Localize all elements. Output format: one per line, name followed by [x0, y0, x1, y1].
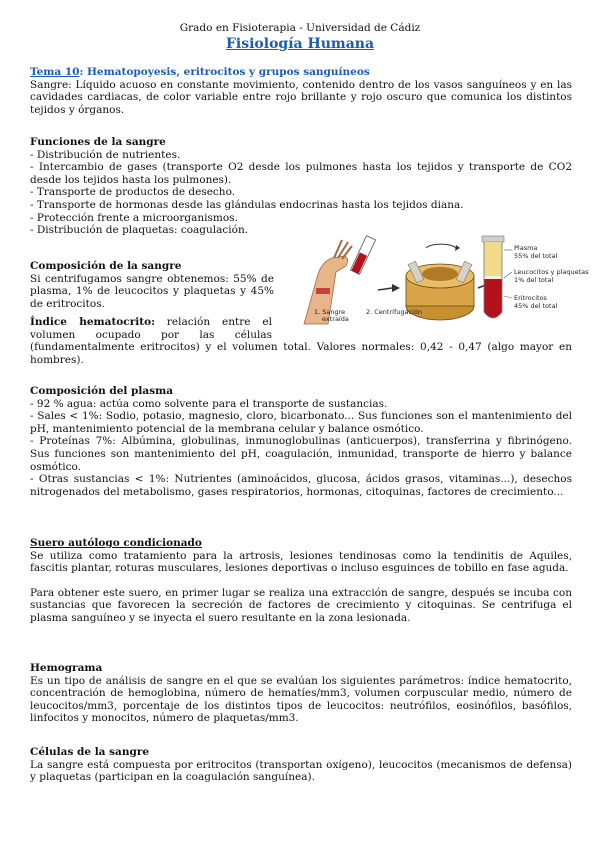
plasma-heading: Composición del plasma — [30, 385, 174, 397]
intro-text: Sangre: Líquido acuoso en constante movimiento, contenido dentro de los vasos sanguíneos y en las cavidades cardiacas, de color variable entre rojo brillante y rojo oscuro que comunica los distintos tejidos y órganos. — [30, 78, 572, 116]
buffy-layer — [484, 276, 502, 279]
list-item: - Intercambio de gases (transporte O2 desde los pulmones hasta los tejidos y transporte de CO2 desde los tejidos hasta los pulmones). — [30, 161, 572, 186]
list-item: - Distribución de nutrientes. — [30, 148, 181, 161]
eritro-label: Eritrocitos — [514, 294, 547, 302]
list-item: - Proteínas 7%: Albúmina, globulinas, inmunoglobulinas (anticuerpos), transferrina y fibrinógeno. Sus funciones son mantenimiento del pH, coagulación, inmunidad, transporte de hierro y balance osmótico. — [30, 435, 572, 473]
plasma-pct: 55% del total — [514, 252, 558, 260]
list-item: - Otras sustancias < 1%: Nutrientes (aminoácidos, glucosa, ácidos grasos, vitaminas...), desechos nitrogenados del metabolismo, gases respiratorios, hormonas, citoquinas, factores de crecimiento... — [30, 473, 572, 498]
tema-title: : Hematopoyesis, eritrocitos y grupos sanguíneos — [79, 66, 370, 78]
celulas-heading: Células de la sangre — [30, 746, 150, 758]
hemograma-heading: Hemograma — [30, 662, 103, 674]
list-item: - 92 % agua: actúa como solvente para el transporte de sustancias. — [30, 397, 388, 410]
suero-heading: Suero autólogo condicionado — [30, 537, 202, 549]
hematocrito-label: Índice hematocrito: — [30, 316, 155, 328]
suero-p1: Se utiliza como tratamiento para la artrosis, lesiones tendinosas como la tendinitis de Aquiles, fascitis plantar, roturas musculares, lesiones deportivas o incluso esguinces de tobillo en fase aguda. — [30, 549, 572, 575]
composicion-sangre-heading: Composición de la sangre — [30, 260, 182, 272]
list-item: - Distribución de plaquetas: coagulación. — [30, 224, 249, 237]
suero-p2: Para obtener este suero, en primer lugar se realiza una extracción de sangre, después se incuba con sustancias que favorecen la secreción de factores de crecimiento y citoquinas. Se centrifuga el plasma sanguíneo y se inyecta el suero resultante en la zona lesionada. — [30, 586, 572, 624]
centrifugation-figure — [300, 228, 590, 330]
hemograma-text: Es un tipo de análisis de sangre en el que se evalúan los siguientes parámetros: índice hematocrito, concentración de hemoglobina, número de hematíes/mm3, volumen corpuscular medio, número de leucocitos/mm3, porcentaje de los distintos tipos de leucocitos: neutrófilos, eosinófilos, basófilos, linfocitos y monocitos, número de plaquetas/mm3. — [30, 674, 572, 725]
list-item: - Sales < 1%: Sodio, potasio, magnesio, cloro, bicarbonato... Sus funciones son el mantenimiento del pH, mantenimiento potencial de la membrana celular y balance osmótico. — [30, 410, 572, 435]
composicion-sangre-text: Si centrifugamos sangre obtenemos: 55% de plasma, 1% de leucocitos y plaquetas y 45% de eritrocitos. — [30, 272, 274, 310]
eritro-pct: 45% del total — [514, 302, 558, 310]
plasma-label: Plasma — [514, 244, 538, 252]
intro-section — [30, 66, 572, 116]
university-header: Grado en Fisioterapia - Universidad de Cádiz — [179, 22, 421, 34]
celulas-section — [30, 746, 572, 784]
step1b-label: extraída — [322, 315, 349, 323]
list-item: - Transporte de hormonas desde las glándulas endocrinas hasta los tejidos diana. — [30, 198, 464, 211]
list-item: - Protección frente a microorganismos. — [30, 211, 238, 224]
funciones-heading: Funciones de la sangre — [30, 136, 166, 148]
syringe-illustration — [350, 236, 400, 292]
step1-label: 1. Sangre — [314, 308, 346, 316]
funciones-section — [30, 136, 572, 237]
erythrocyte-layer — [484, 279, 502, 318]
plasma-layer — [484, 242, 502, 276]
step2-label: 2. Centrifugación — [366, 308, 422, 316]
suero-section — [30, 537, 572, 625]
leuco-label: Leucocitos y plaquetas — [514, 268, 589, 276]
hematocrito-text: relación entre el volumen ocupado por las células (fundamentalmente eritrocitos) y el volumen total. Valores normales: 0,42 - 0,47 (algo mayor en hombres). — [30, 316, 572, 366]
tema-number: Tema 10 — [30, 66, 80, 78]
subject-title: Fisiología Humana — [225, 36, 375, 52]
hemograma-section — [30, 662, 572, 725]
celulas-text: La sangre está compuesta por eritrocitos (transportan oxígeno), leucocitos (mecanismos de defensa) y plaquetas (participan en la coagulación sanguínea). — [30, 758, 572, 784]
leuco-pct: 1% del total — [514, 276, 554, 284]
test-tube — [482, 236, 512, 318]
list-item: - Transporte de productos de desecho. — [30, 186, 236, 199]
composicion-sangre-section — [30, 260, 274, 310]
plasma-section — [30, 385, 572, 498]
